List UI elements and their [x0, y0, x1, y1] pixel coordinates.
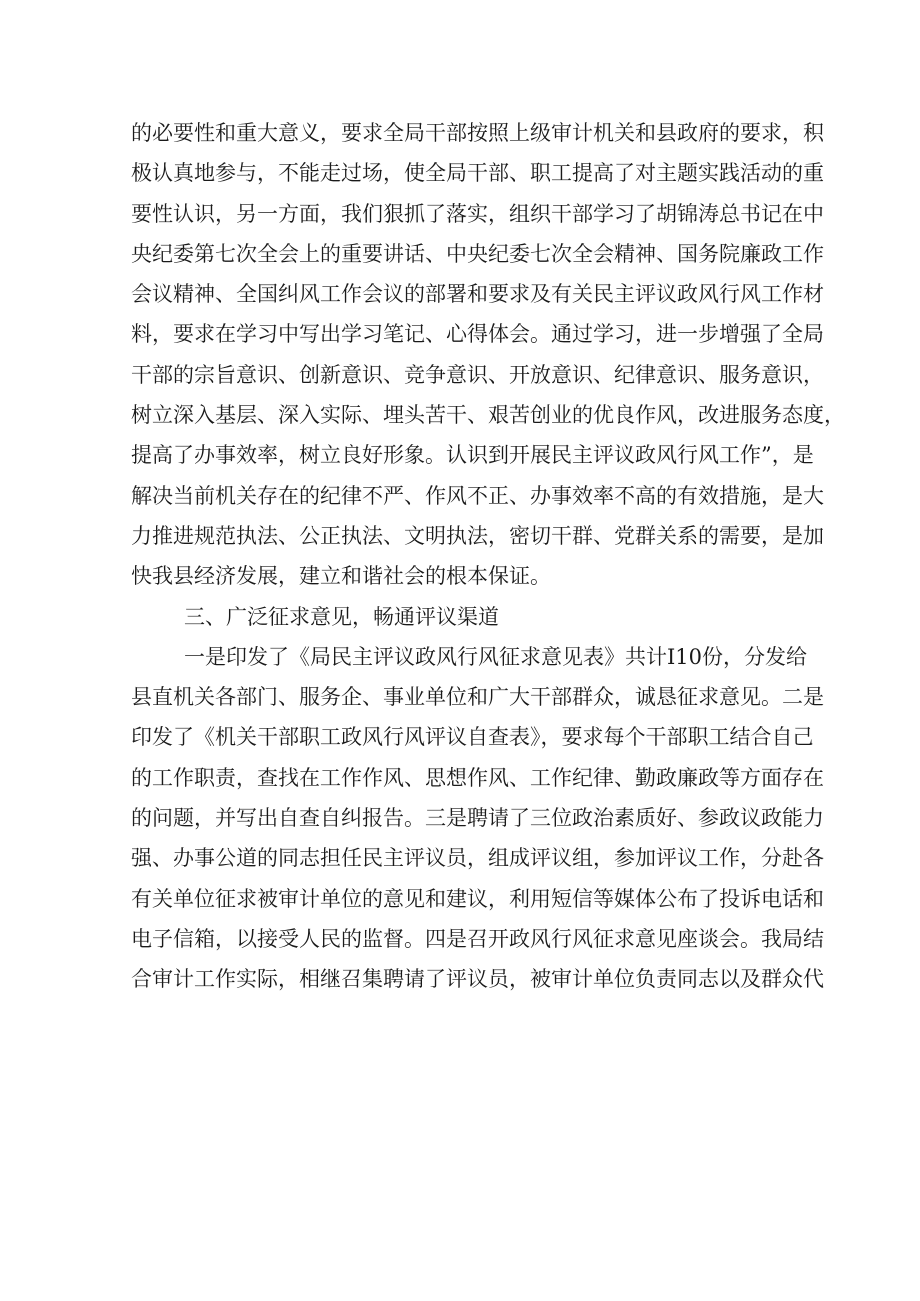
- paragraph-line: 力推进规范执法、公正执法、文明执法，密切干群、党群关系的需要，是加: [131, 523, 824, 548]
- paragraph-line: 干部的宗旨意识、创新意识、竞争意识、开放意识、纪律意识、服务意识，: [131, 362, 824, 387]
- paragraph-line: 树立深入基层、深入实际、埋头苦干、艰苦创业的优良作风，改进服务态度，: [131, 403, 845, 428]
- paragraph-line: 会议精神、全国纠风工作会议的部署和要求及有关民主评议政风行风工作材: [131, 282, 824, 307]
- body-text: [131, 113, 845, 1000]
- paragraph-line: 强、办事公道的同志担任民主评议员，组成评议组，参加评议工作，分赴各: [131, 846, 824, 871]
- paragraph-line: 的工作职责，查找在工作作风、思想作风、工作纪律、勤政廉政等方面存在: [131, 765, 824, 790]
- paragraph-line: 央纪委第七次全会上的重要讲话、中央纪委七次全会精神、国务院廉政工作: [131, 241, 824, 266]
- section-heading: 三、广泛征求意见，畅通评议渠道: [184, 604, 499, 629]
- paragraph-line: 印发了《机关干部职工政风行风评议自查表》，要求每个干部职工结合自己: [131, 725, 814, 750]
- paragraph-line: 要性认识，另一方面，我们狠抓了落实，组织干部学习了胡锦涛总书记在中: [131, 201, 824, 226]
- paragraph-line: 料，要求在学习中写出学习笔记、心得体会。通过学习，进一步增强了全局: [131, 322, 824, 347]
- paragraph-line: 有关单位征求被审计单位的意见和建议，利用短信等媒体公布了投诉电话和: [131, 886, 824, 911]
- paragraph-line: 电子信箱，以接受人民的监督。四是召开政风行风征求意见座谈会。我局结: [131, 926, 824, 951]
- paragraph-line: 提高了办事效率，树立良好形象。认识到开展民主评议政风行风工作”，是: [131, 443, 814, 468]
- paragraph-line: 合审计工作实际，相继召集聘请了评议员，被审计单位负责同志以及群众代: [131, 967, 824, 992]
- paragraph-line: 快我县经济发展，建立和谐社会的根本保证。: [131, 564, 551, 589]
- paragraph-line: 极认真地参与，不能走过场，使全局干部、职工提高了对主题实践活动的重: [131, 161, 824, 186]
- paragraph-line: 解决当前机关存在的纪律不严、作风不正、办事效率不高的有效措施，是大: [131, 483, 824, 508]
- paragraph-line: 的必要性和重大意义，要求全局干部按照上级审计机关和县政府的要求，积: [131, 121, 824, 145]
- paragraph-line: 县直机关各部门、服务企、事业单位和广大干部群众，诚恳征求意见。二是: [131, 685, 824, 710]
- paragraph-line: 的问题，并写出自查自纠报告。三是聘请了三位政治素质好、参政议政能力: [131, 806, 824, 831]
- paragraph-line: 一是印发了《局民主评议政风行风征求意见表》共计I10份，分发给: [184, 644, 808, 669]
